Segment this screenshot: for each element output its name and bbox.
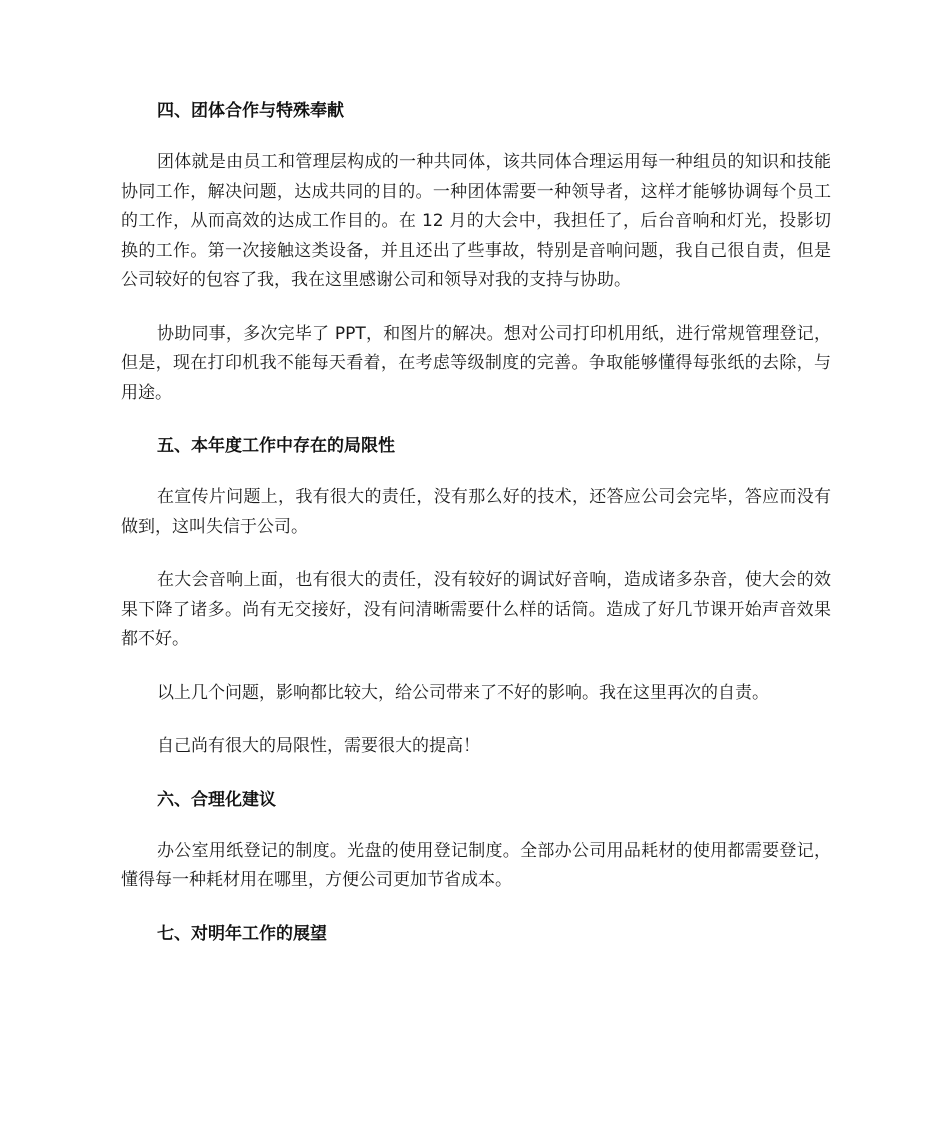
paragraph: 团体就是由员工和管理层构成的一种共同体，该共同体合理运用每一种组员的知识和技能协同工作，解决问题，达成共同的目的。一种团体需要一种领导者，这样才能够协调每个员工的工作，从而高效的达成工作目的。在 12 月的大会中，我担任了，后台音响和灯光，投影切换的工作。第一次接触这类设备，并且还出了些事故，特别是音响问题，我自己很自责，但是公司较好的包容了我，我在这里感谢公司和领导对我的支持与协助。 — [121, 152, 831, 290]
paragraph: 协助同事，多次完毕了 PPT，和图片的解决。想对公司打印机用纸，进行常规管理登记，但是，现在打印机我不能每天看着，在考虑等级制度的完善。争取能够懂得每张纸的去除，与用途。 — [121, 323, 831, 403]
section-heading-teamwork: 四、团体合作与特殊奉献 — [157, 101, 344, 121]
section-heading-suggestions: 六、合理化建议 — [157, 789, 276, 810]
paragraph: 办公室用纸登记的制度。光盘的使用登记制度。全部办公司用品耗材的使用都需要登记，懂得每一种耗材用在哪里，方便公司更加节省成本。 — [121, 840, 831, 890]
paragraph: 在大会音响上面，也有很大的责任，没有较好的调试好音响，造成诸多杂音，使大会的效果下降了诸多。尚有无交接好，没有问清晰需要什么样的话筒。造成了好几节课开始声音效果都不好。 — [121, 570, 831, 649]
document-body — [121, 97, 831, 949]
paragraph: 自己尚有很大的局限性，需要很大的提高！ — [157, 736, 480, 756]
section-heading-outlook: 七、对明年工作的展望 — [157, 923, 327, 944]
paragraph: 以上几个问题，影响都比较大，给公司带来了不好的影响。我在这里再次的自责。 — [157, 682, 769, 703]
section-heading-limitations: 五、本年度工作中存在的局限性 — [157, 436, 395, 456]
paragraph: 在宣传片问题上，我有很大的责任，没有那么好的技术，还答应公司会完毕，答应而没有做到，这叫失信于公司。 — [121, 487, 831, 537]
